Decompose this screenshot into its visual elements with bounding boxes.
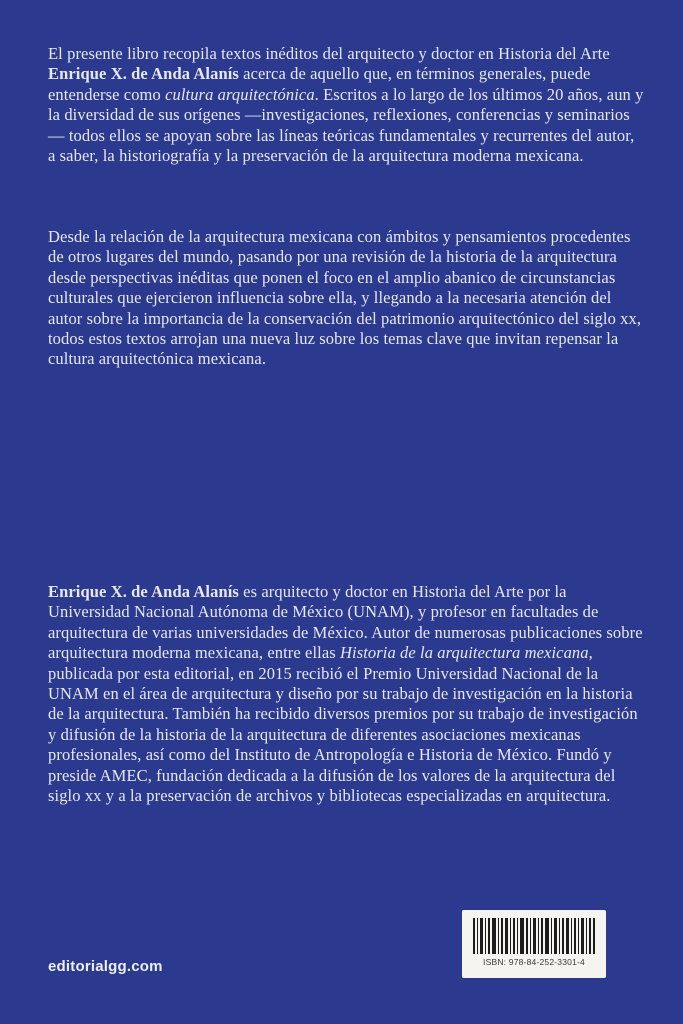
author-bio-paragraph [48,582,644,806]
isbn-label: ISBN: 978-84-252-3301-4 [483,957,585,967]
publisher-website: editorialgg.com [48,958,163,975]
synopsis-text: El presente libro recopila textos inéditos del arquitecto y doctor en Historia del Arte [48,44,610,63]
synopsis-text: acerca de aquello que, en términos generales, puede entenderse como [48,64,591,104]
book-title-emphasis: Historia de la arquitectura mexicana [340,643,589,663]
author-name-emphasis: Enrique X. de Anda Alanís [48,64,239,84]
synopsis-paragraph-1 [48,44,644,166]
synopsis-paragraph-2 [48,227,644,370]
author-name-emphasis: Enrique X. de Anda Alanís [48,582,239,601]
barcode [462,910,606,978]
concept-term-emphasis: cultura arquitectónica [165,84,315,104]
synopsis-text: Desde la relación de la arquitectura mexicana con ámbitos y pensamientos procedentes de otros lugares del mundo, pasando por una revisión de la historia de la arquitectura desde perspectivas inéditas que ponen el foco en el amplio abanico de circunstancias culturales que ejercieron influencia sobre ella, y llegando a la necesaria atención del autor sobre la importancia de la conservación del patrimonio arquitectónico del siglo xx, todos estos textos arrojan una nueva luz sobre los temas clave que invitan repensar la cultura arquitectónica mexicana. [48,227,642,369]
bio-text: es arquitecto y doctor en Historia del Arte por la Universidad Nacional Autónoma de México (UNAM), y profesor en facultades de arquitectura de varias universidades de México. Autor de numerosas publicaciones sobre arquitectura moderna mexicana, entre ellas [48,582,643,663]
barcode-bars-icon [473,918,595,954]
bio-text: , publicada por esta editorial, en 2015 recibió el Premio Universidad Nacional de la UNAM en el área de arquitectura y diseño por su trabajo de investigación en la historia de la arquitectura. También ha recibido diversos premios por su trabajo de investigación y difusión de la historia de la arquitectura de diferentes asociaciones mexicanas profesionales, así como del Instituto de Antropología e Historia de México. Fundó y preside AMEC, fundación dedicada a la difusión de los valores de la arquitectura del siglo xx y a la preservación de archivos y bibliotecas especializadas en arquitectura. [48,643,638,806]
synopsis-text: . Escritos a lo largo de los últimos 20 años, aun y la diversidad de sus orígenes —investigaciones, reflexiones, conferencias y seminarios— todos ellos se apoyan sobre las líneas teóricas fundamentales y recurrentes del autor, a saber, la historiografía y la preservación de la arquitectura moderna mexicana. [48,84,644,166]
